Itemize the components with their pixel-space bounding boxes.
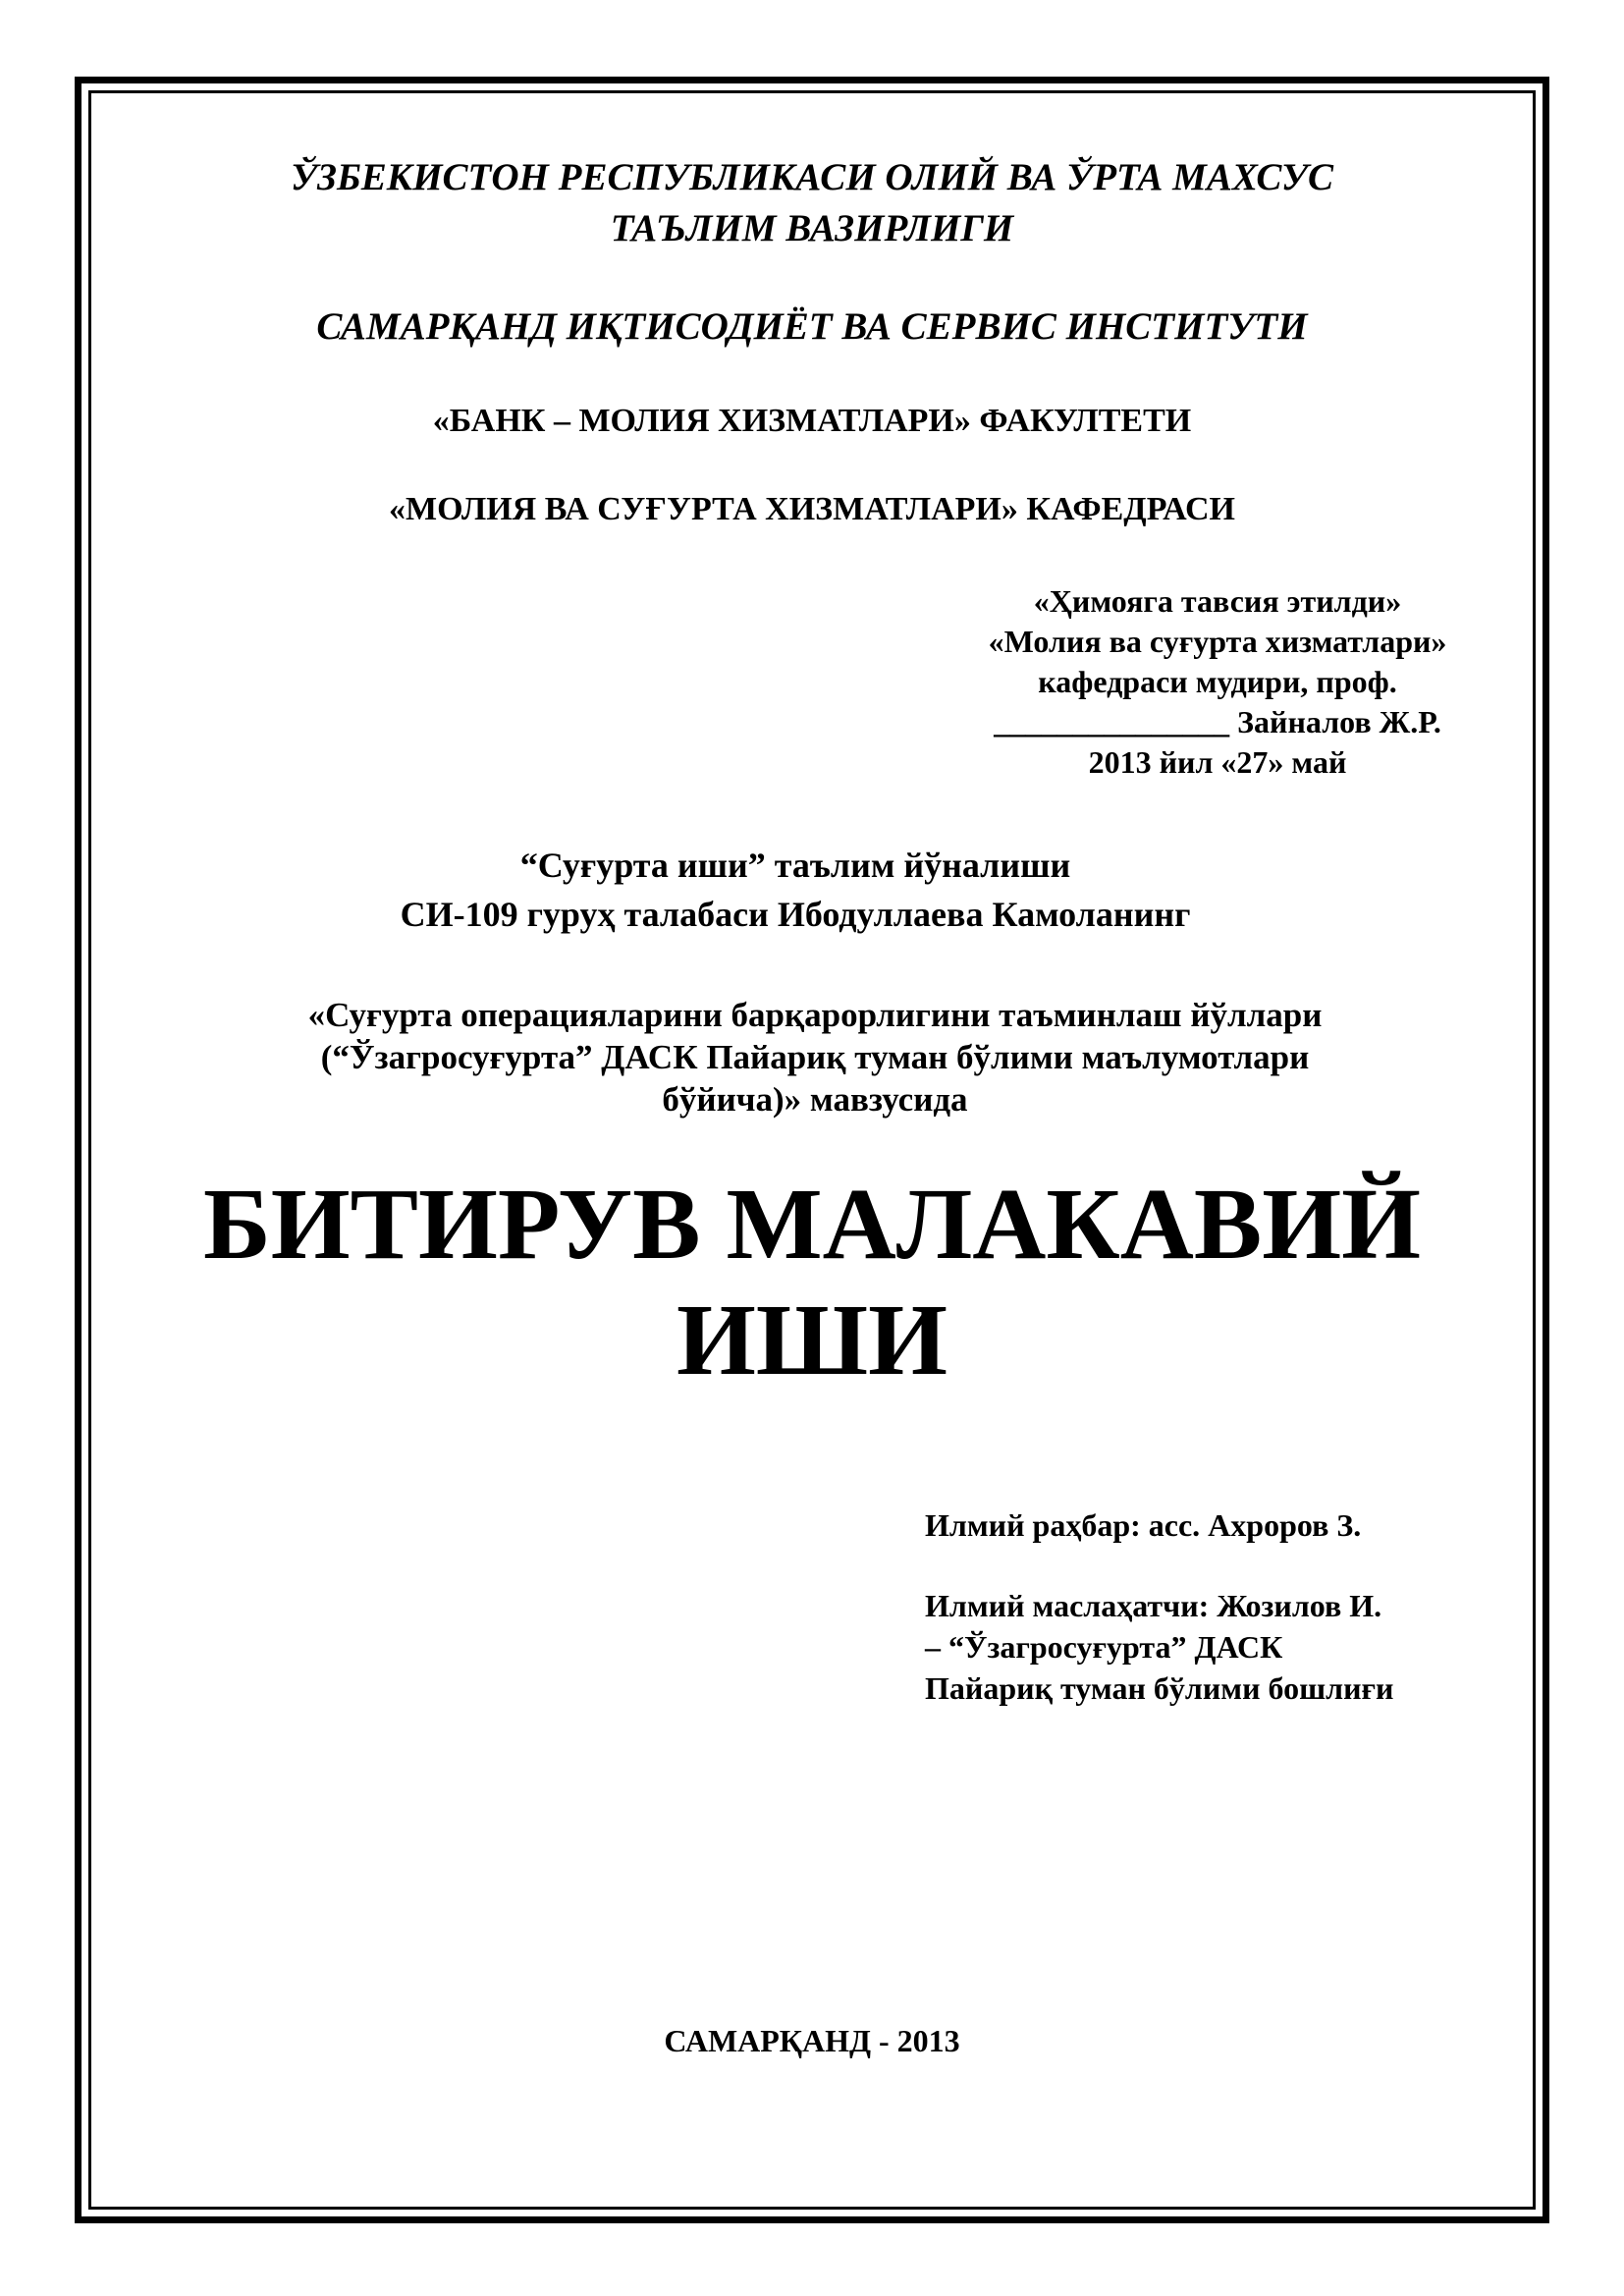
approval-line-2: «Молия ва суғурта хизматлари» bbox=[988, 624, 1447, 659]
faculty-name: «БАНК – МОЛИЯ ХИЗМАТЛАРИ» ФАКУЛТЕТИ bbox=[432, 403, 1192, 439]
document-title bbox=[0, 1167, 1624, 1398]
approval-signature-line: _______________ Зайналов Ж.Р. bbox=[994, 704, 1441, 739]
city-year: САМАРҚАНД - 2013 bbox=[664, 2023, 960, 2058]
topic-line-2: (“Ўзагросуғурта” ДАСК Пайариқ туман бўлими маълумотлари bbox=[320, 1038, 1310, 1076]
title-line-1: БИТИРУВ МАЛАКАВИЙ bbox=[202, 1168, 1422, 1281]
consultant-line-1: Илмий маслаҳатчи: Жозилов И. bbox=[925, 1588, 1382, 1623]
ministry-line-2: ТАЪЛИМ ВАЗИРЛИГИ bbox=[610, 207, 1014, 249]
consultant-line-3: Пайариқ туман бўлими бошлиғи bbox=[925, 1670, 1394, 1706]
topic-line-3: бўйича)» мавзусида bbox=[662, 1080, 968, 1119]
title-line-2: ИШИ bbox=[677, 1284, 947, 1396]
student-name: СИ-109 гуруҳ талабаси Ибодуллаева Камоланинг bbox=[400, 895, 1191, 934]
study-direction: “Суғурта иши” таълим йўналиши bbox=[519, 846, 1071, 885]
advisors-block bbox=[925, 1504, 1393, 1709]
ministry-line-1: ЎЗБЕКИСТОН РЕСПУБЛИКАСИ ОЛИЙ ВА ЎРТА МАХСУС bbox=[290, 156, 1334, 198]
department-name: «МОЛИЯ ВА СУҒУРТА ХИЗМАТЛАРИ» КАФЕДРАСИ bbox=[389, 491, 1235, 527]
approval-block bbox=[864, 581, 1571, 783]
supervisor: Илмий раҳбар: асс. Ахроров З. bbox=[925, 1507, 1362, 1543]
approval-date: 2013 йил «27» май bbox=[1088, 744, 1347, 780]
topic-line-1: «Суғурта операцияларини барқарорлигини таъминлаш йўллари bbox=[307, 996, 1323, 1034]
consultant-line-2: – “Ўзагросуғурта” ДАСК bbox=[925, 1629, 1283, 1665]
approval-line-1: «Ҳимояга тавсия этилди» bbox=[1033, 583, 1402, 619]
thesis-topic bbox=[177, 994, 1453, 1121]
approval-line-3: кафедраси мудири, проф. bbox=[1038, 664, 1397, 699]
institute-name: САМАРҚАНД ИҚТИСОДИЁТ ВА СЕРВИС ИНСТИТУТИ bbox=[316, 305, 1308, 348]
